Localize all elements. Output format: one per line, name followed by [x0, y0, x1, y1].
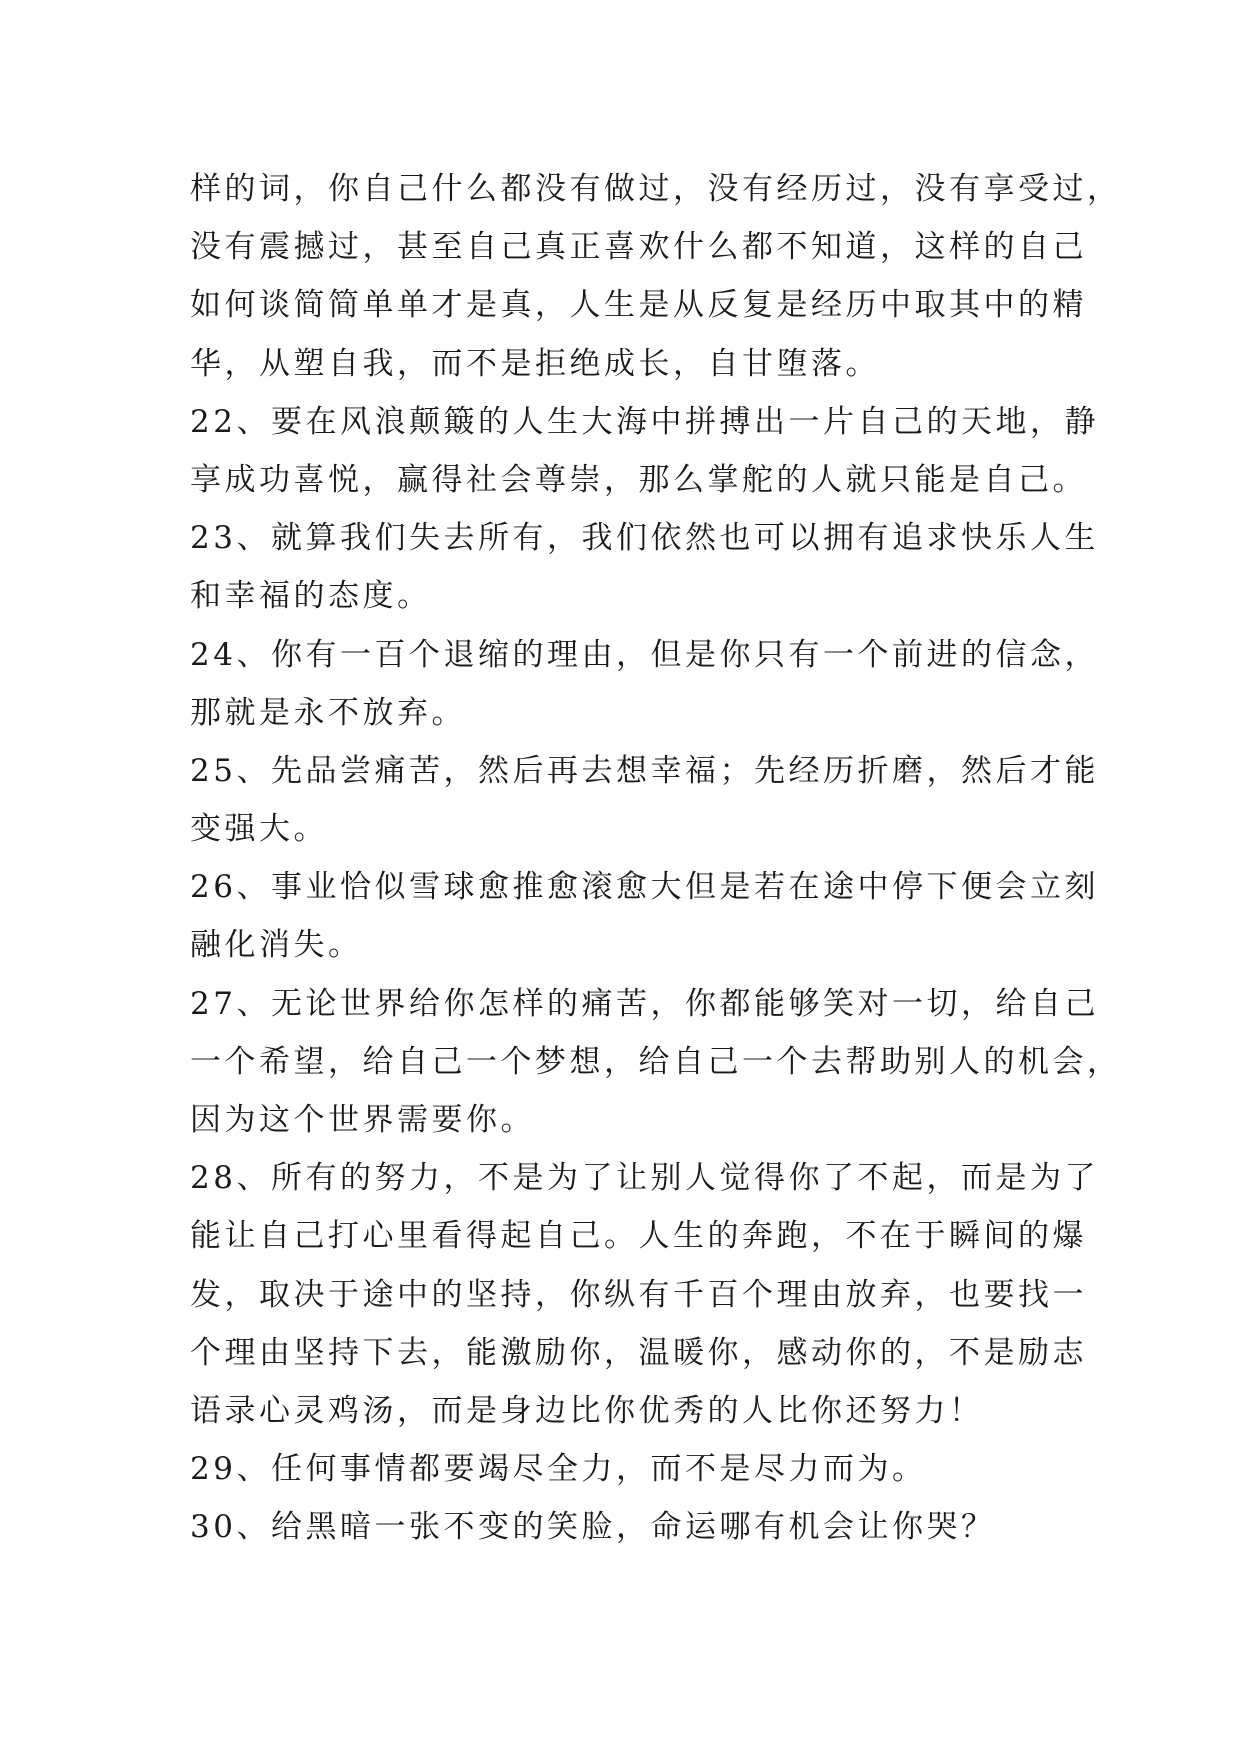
- text-line: 24、你有一百个退缩的理由，但是你只有一个前进的信念，: [190, 636, 1099, 673]
- text-line: 如何谈简简单单才是真，人生是从反复是经历中取其中的精: [190, 287, 1087, 324]
- text-line: 华，从塑自我，而不是拒绝成长，自甘堕落。: [190, 345, 880, 382]
- text-line: 样的词，你自己什么都没有做过，没有经历过，没有享受过，: [190, 171, 1122, 207]
- text-line: 享成功喜悦，赢得社会尊崇，那么掌舵的人就只能是自己。: [190, 461, 1087, 498]
- text-line: 没有震撼过，甚至自己真正喜欢什么都不知道，这样的自己: [190, 229, 1087, 266]
- text-line: 语录心灵鸡汤，而是身边比你优秀的人比你还努力！: [190, 1392, 984, 1429]
- text-line: 26、事业恰似雪球愈推愈滚愈大但是若在途中停下便会立刻: [190, 869, 1099, 906]
- text-line: 融化消失。: [190, 927, 363, 964]
- document-body: [190, 160, 1122, 1557]
- text-line: 28、所有的努力，不是为了让别人觉得你了不起，而是为了: [190, 1160, 1099, 1197]
- text-line: 发，取决于途中的坚持，你纵有千百个理由放弃，也要找一: [190, 1276, 1087, 1313]
- text-line: 一个希望，给自己一个梦想，给自己一个去帮助别人的机会，: [190, 1043, 1122, 1080]
- text-line: 变强大。: [190, 811, 328, 848]
- text-line: 23、就算我们失去所有，我们依然也可以拥有追求快乐人生: [190, 520, 1099, 557]
- text-line: 那就是永不放弃。: [190, 694, 466, 731]
- text-line: 能让自己打心里看得起自己。人生的奔跑，不在于瞬间的爆: [190, 1218, 1087, 1255]
- text-line: 个理由坚持下去，能激励你，温暖你，感动你的，不是励志: [190, 1334, 1087, 1371]
- text-line: 因为这个世界需要你。: [190, 1102, 535, 1138]
- text-line: 22、要在风浪颠簸的人生大海中拼搏出一片自己的天地，静: [190, 403, 1099, 440]
- text-line: 29、任何事情都要竭尽全力，而不是尽力而为。: [190, 1451, 927, 1488]
- text-line: 和幸福的态度。: [190, 578, 432, 615]
- text-line: 30、给黑暗一张不变的笑脸，命运哪有机会让你哭？: [190, 1509, 996, 1546]
- text-line: 27、无论世界给你怎样的痛苦，你都能够笑对一切，给自己: [190, 985, 1099, 1022]
- text-line: 25、先品尝痛苦，然后再去想幸福；先经历折磨，然后才能: [190, 752, 1099, 789]
